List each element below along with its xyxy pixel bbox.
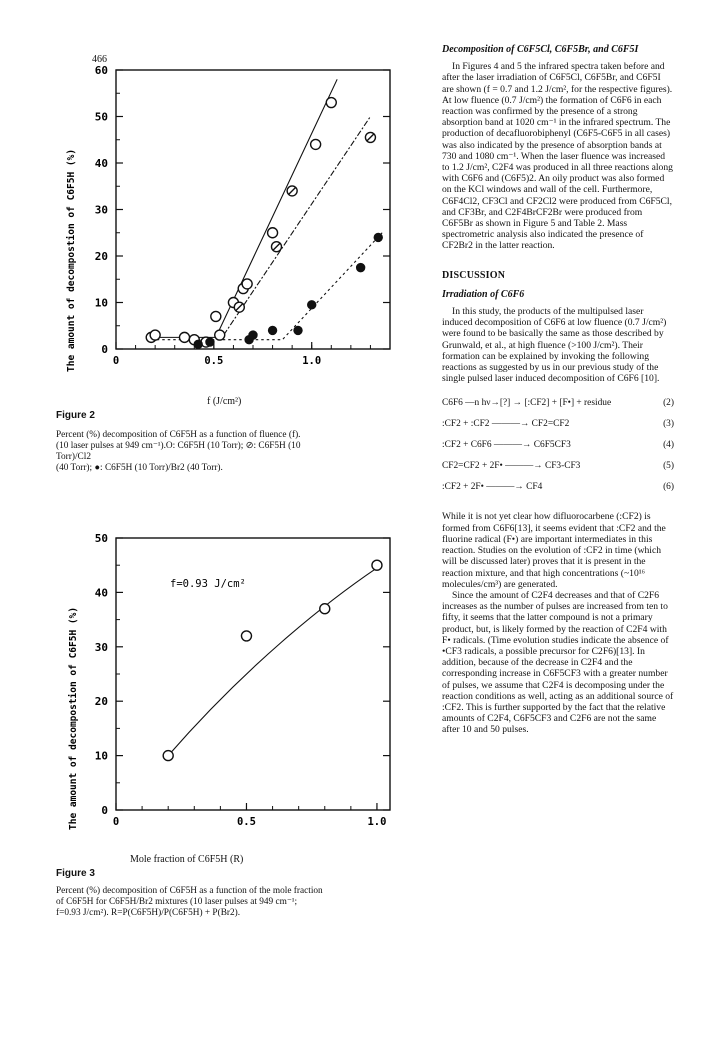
equation: CF2=CF2 + 2F• ———→ CF3-CF3 (5) bbox=[442, 461, 674, 472]
y-tick-label: 40 bbox=[94, 157, 108, 170]
data-point-filled-circle bbox=[269, 326, 277, 334]
paragraph: Since the amount of C2F4 decreases and that of C2F6 increases as the number of pulses are increased from ten to fifty, it seems that the latter compound is not a primary product, but, is likely formed by the reaction of C2F4 with F• radicals. (Time evolution studies indicate the absence of •CF3 radicals, a possible precursor for C2F6)[13]. In addition, because of the decrease in C2F4 and the corresponding increase in C6F5CF3 with a greater number of pulses, we assume that C2F4 is decomposing under the reaction conditions as well, acting as an additional source of :CF2. This is further supported by the fact that the relative amounts of C2F4, C6F5CF3 and C2F6 are not the same after 10 and 50 pulses. bbox=[442, 589, 674, 736]
data-point-open-circle bbox=[241, 631, 251, 641]
data-point-open-circle bbox=[372, 560, 382, 570]
figure-2-caption-line: (10 laser pulses at 949 cm⁻¹).O: C6F5H (10 Torr); ⊘: C6F5H (10 bbox=[56, 441, 301, 451]
equation: :CF2 + C6F6 ———→ C6F5CF3 (4) bbox=[442, 440, 674, 451]
data-point-open-circle bbox=[268, 228, 278, 238]
figure-2-caption-line: (40 Torr); ●: C6F5H (10 Torr)/Br2 (40 Torr). bbox=[56, 463, 223, 473]
fit-line-0 bbox=[168, 568, 377, 756]
y-tick-label: 0 bbox=[101, 804, 108, 817]
figure-3-chart bbox=[60, 525, 400, 845]
figure-3-label: Figure 3 bbox=[56, 868, 95, 879]
section-heading-decomposition: Decomposition of C6F5Cl, C6F5Br, and C6F5I bbox=[442, 44, 639, 55]
figure-2-x-axis-label: f (J/cm²) bbox=[207, 396, 242, 407]
plot-frame bbox=[116, 538, 390, 810]
plot-frame bbox=[116, 70, 390, 349]
x-tick-label: 1.0 bbox=[302, 355, 322, 367]
figure-2-caption-line: Percent (%) decomposition of C6F5H as a function of fluence (f). bbox=[56, 430, 301, 440]
data-point-open-circle bbox=[242, 279, 252, 289]
equation: :CF2 + 2F• ———→ CF4 (6) bbox=[442, 482, 674, 493]
data-point-open-circle bbox=[163, 751, 173, 761]
x-tick-label: 0.5 bbox=[204, 355, 224, 367]
y-tick-label: 40 bbox=[94, 586, 108, 600]
data-point-filled-circle bbox=[357, 264, 365, 272]
right-column bbox=[442, 44, 674, 736]
equation: :CF2 + :CF2 ———→ CF2=CF2 (3) bbox=[442, 419, 674, 430]
y-tick-label: 0 bbox=[101, 343, 108, 356]
figure-2-y-axis-label: The amount of decompostion of C6F5H (%) bbox=[66, 148, 77, 372]
data-point-filled-circle bbox=[374, 233, 382, 241]
section-heading-irradiation: Irradiation of C6F6 bbox=[442, 288, 525, 300]
fit-line-1 bbox=[224, 117, 371, 336]
y-tick-label: 10 bbox=[94, 749, 108, 763]
y-tick-label: 60 bbox=[94, 64, 108, 77]
x-tick-label: 0.5 bbox=[236, 816, 256, 828]
x-tick-label: 1.0 bbox=[367, 816, 387, 828]
paragraph: In this study, the products of the multipulsed laser induced decomposition of C6F6 at low fluence (0.7 J/cm²) were found to be basically the same as those described by Grunwald, et al., at high fluence (>100 J/cm²). Their formation can be explained by invoking the following reactions as suggested by us in our previous study of the single pulsed laser induced decomposition of C6F6 [10]. bbox=[442, 306, 667, 385]
data-point-filled-circle bbox=[308, 301, 316, 309]
data-point-open-circle bbox=[180, 332, 190, 342]
y-tick-label: 10 bbox=[94, 296, 108, 310]
page-number: 466 bbox=[92, 54, 107, 65]
figure-3-y-axis-label: The amount of decompostion of C6F5H (%) bbox=[68, 606, 79, 830]
data-point-open-circle bbox=[150, 330, 160, 340]
figure-3-caption bbox=[56, 886, 406, 919]
figure-2-label: Figure 2 bbox=[56, 410, 95, 421]
figure-3-annotation: f=0.93 J/cm² bbox=[170, 578, 246, 590]
y-tick-label: 50 bbox=[94, 532, 108, 545]
y-tick-label: 30 bbox=[94, 640, 108, 654]
data-point-open-circle bbox=[320, 604, 330, 614]
data-point-filled-circle bbox=[206, 338, 214, 346]
data-point-open-circle bbox=[326, 98, 336, 108]
figure-2-caption bbox=[56, 430, 386, 474]
fit-line-2 bbox=[151, 233, 382, 340]
data-point-open-circle bbox=[215, 330, 225, 340]
equation: C6F6 —n hν→[?] → [:CF2] + [F•] + residue (2) bbox=[442, 398, 674, 409]
data-point-open-circle bbox=[311, 139, 321, 149]
figure-3-caption-line: f=0.93 J/cm²). R=P(C6F5H)/P(C6F5H) + P(Br2). bbox=[56, 908, 241, 918]
figure-2-chart bbox=[60, 62, 400, 397]
y-tick-label: 30 bbox=[94, 203, 108, 217]
x-tick-label: 0 bbox=[112, 816, 120, 828]
y-tick-label: 50 bbox=[94, 110, 108, 124]
data-point-filled-circle bbox=[294, 326, 302, 334]
y-tick-label: 20 bbox=[94, 695, 108, 709]
figure-3-x-axis-label: Mole fraction of C6F5H (R) bbox=[130, 854, 244, 865]
figure-3-caption-line: Percent (%) decomposition of C6F5H as a function of the mole fraction bbox=[56, 886, 323, 896]
y-tick-label: 20 bbox=[94, 250, 108, 263]
figure-2-caption-line: Torr)/Cl2 bbox=[56, 452, 91, 462]
data-point-open-circle bbox=[211, 311, 221, 321]
paragraph: In Figures 4 and 5 the infrared spectra taken before and after the laser irradiation of C6F5Cl, C6F5Br, and C6F5I are shown (f = 0.7 and 1.2 J/cm², for the respective figures). At low fluence (0.7 J/cm²) the formation of C6F6 in each reaction was confirmed by the presence of a strong absorption band at 1020 cm⁻¹ in the infrared spectrum. The production of decafluorobiphenyl (C6F5-C6F5 in all cases) was also indicated by the presence of absorption bands at 730 and 1080 cm⁻¹. When the laser fluence was increased to 1.2 J/cm², C2F4 was produced in all three reactions along with C6F6 and (C6F5)2. An oily product was also formed on the KCl windows and wall of the cell. Furthermore, C6F4Cl2, CF3Cl and CF2Cl2 were produced from C6F5Cl, and CF3Br, and C2F4BrCF2Br were produced from C6F5Br as shown in Figure 5 and Table 2. Mass spectrometric analysis also indicated the presence of CF2Br2 in the latter reaction. bbox=[442, 61, 673, 252]
data-point-filled-circle bbox=[194, 340, 202, 348]
equation-list bbox=[442, 398, 674, 503]
paragraph: While it is not yet clear how difluorocarbene (:CF2) is formed from C6F6[13], it seems evident that :CF2 and the fluorine radical (F•) are important intermediates in this reaction. Studies on the evolution of :CF2 in time (which will be discussed later) proves that it is present in the reaction mixture, and that high concentrations (~10¹⁶ molecules/cm³) are generated. bbox=[442, 511, 666, 590]
data-point-filled-circle bbox=[249, 331, 257, 339]
section-heading-discussion: DISCUSSION bbox=[442, 269, 506, 281]
x-tick-label: 0 bbox=[112, 355, 120, 367]
figure-3-caption-line: of C6F5H for C6F5H/Br2 mixtures (10 laser pulses at 949 cm⁻¹; bbox=[56, 897, 298, 907]
